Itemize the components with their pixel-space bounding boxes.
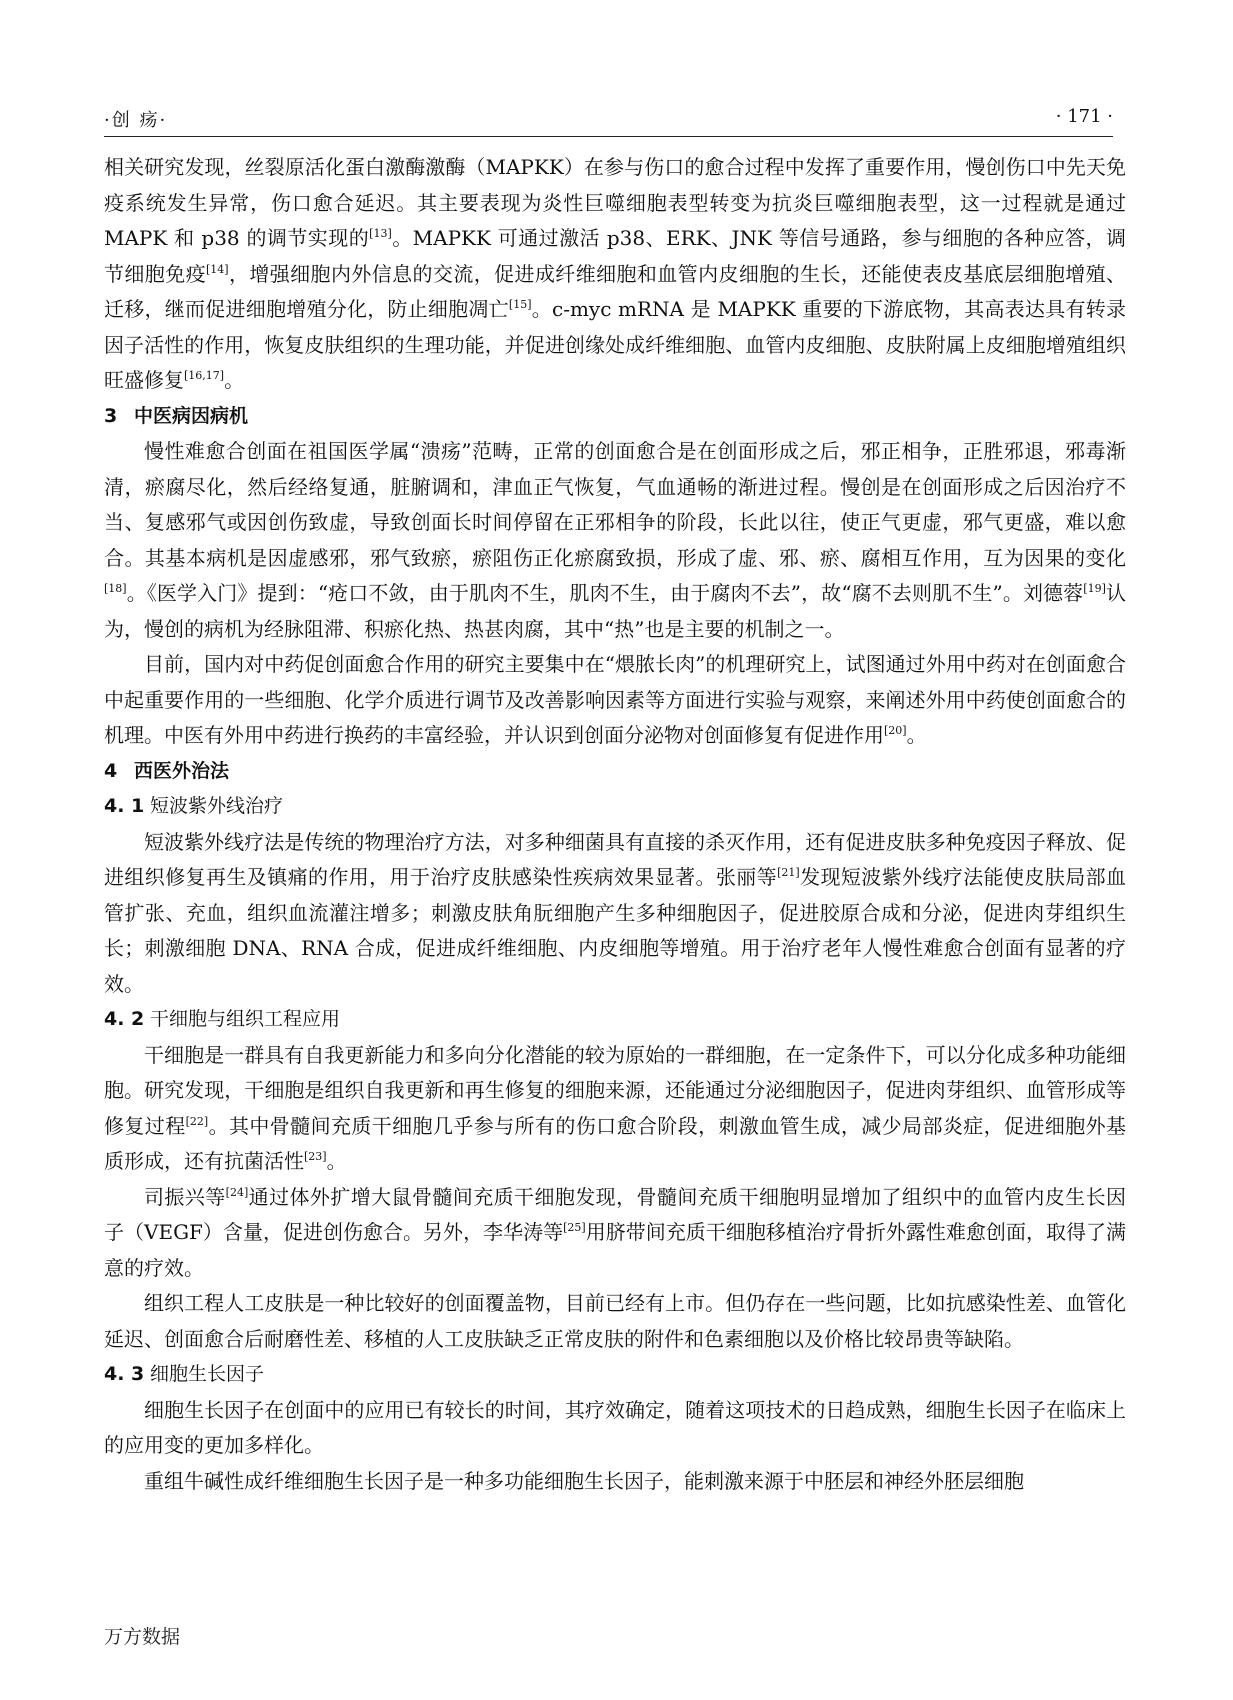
citation: [21] xyxy=(777,866,800,879)
paragraph: 干细胞是一群具有自我更新能力和多向分化潜能的较为原始的一群细胞，在一定条件下，可以分化成多种功能细胞。研究发现，干细胞是组织自我更新和再生修复的细胞来源，还能通过分泌细胞因子，促进肉芽组织、血管形成等修复过程[22]。其中骨髓间充质干细胞几乎参与所有的伤口愈合阶段，刺激血管生成，减少局部炎症，促进细胞外基质形成，还有抗菌活性[23]。 xyxy=(104,1042,1127,1173)
paragraph: 重组牛碱性成纤维细胞生长因子是一种多功能细胞生长因子，能刺激来源于中胚层和神经外胚层细胞 xyxy=(144,1468,1024,1493)
citation: [22] xyxy=(185,1114,209,1128)
citation: [20] xyxy=(884,724,907,737)
subsection-heading: 4. 2 干细胞与组织工程应用 xyxy=(104,1008,341,1030)
page-number: · 171 · xyxy=(1055,106,1113,127)
citation: [23] xyxy=(304,1150,327,1163)
paragraph: 慢性难愈合创面在祖国医学属“溃疡”范畴，正常的创面愈合是在创面形成之后，邪正相争，正胜邪退，邪毒渐清，瘀腐尽化，然后经络复通，脏腑调和，津血正气恢复，气血通畅的渐进过程。慢创是在创面形成之后因治疗不当、复感邪气或因创伤致虚，导致创面长时间停留在正邪相争的阶段，长此以往，使正气更虚，邪气更盛，难以愈合。其基本病机是因虚感邪，邪气致瘀，瘀阻伤正化瘀腐致损，形成了虚、邪、瘀、腐相互作用，互为因果的变化[18]。《医学入门》提到：“疮口不敛，由于肌肉不生，肌肉不生，由于腐肉不去”，故“腐不去则肌不生”。刘德蓉[19]认为，慢创的病机为经脉阻滞、积瘀化热、热甚肉腐，其中“热”也是主要的机制之一。 xyxy=(104,439,1127,641)
footer-watermark: 万方数据 xyxy=(104,1626,181,1648)
citation: [13] xyxy=(369,227,392,240)
paragraph: 组织工程人工皮肤是一种比较好的创面覆盖物，目前已经有上市。但仍存在一些问题，比如抗感染性差、血管化延迟、创面愈合后耐磨性差、移植的人工皮肤缺乏正常皮肤的附件和色素细胞以及价格比较昂贵等缺陷。 xyxy=(104,1291,1126,1351)
body-text xyxy=(104,150,1126,1499)
paragraph: 目前，国内对中药促创面愈合作用的研究主要集中在“煨脓长肉”的机理研究上，试图通过外用中药对在创面愈合中起重要作用的一些细胞、化学介质进行调节及改善影响因素等方面进行实验与观察，来阐述外用中药使创面愈合的机理。中医有外用中药进行换药的丰富经验，并认识到创面分泌物对创面修复有促进作用[20]。 xyxy=(104,652,1126,747)
paragraph: 相关研究发现，丝裂原活化蛋白激酶激酶（MAPKK）在参与伤口的愈合过程中发挥了重要作用，慢创伤口中先天免疫系统发生异常，伤口愈合延迟。其主要表现为炎性巨噬细胞表型转变为抗炎巨噬细胞表型，这一过程就是通过 MAPK 和 p38 的调节实现的[13]。MAPKK 可通过激活 p38、ERK、JNK 等信号通路，参与细胞的各种应答，调节细胞免疫[14]，增强细胞内外信息的交流，促进成纤维细胞和血管内皮细胞的生长，还能使表皮基底层细胞增殖、迁移，继而促进细胞增殖分化，防止细胞凋亡[15]。c-myc mRNA 是 MAPKK 重要的下游底物，其高表达具有转录因子活性的作用，恢复皮肤组织的生理功能，并促进创缘处成纤维细胞、血管内皮细胞、皮肤附属上皮细胞增殖组织旺盛修复[16,17]。 xyxy=(104,155,1127,392)
paragraph: 短波紫外线疗法是传统的物理治疗方法，对多种细菌具有直接的杀灭作用，还有促进皮肤多种免疫因子释放、促进组织修复再生及镇痛的作用，用于治疗皮肤感染性疾病效果显著。张丽等[21]发现短波紫外线疗法能使皮肤局部血管扩张、充血，组织血流灌注增多；刺激皮肤角朊细胞产生多种细胞因子，促进胶原合成和分泌，促进肉芽组织生长；刺激细胞 DNA、RNA 合成，促进成纤维细胞、内皮细胞等增殖。用于治疗老年人慢性难愈合创面有显著的疗效。 xyxy=(104,829,1127,996)
section-heading: 4 西医外治法 xyxy=(104,759,230,782)
citation: [14] xyxy=(205,262,229,276)
section-title: ·创 疡· xyxy=(104,110,168,131)
citation: [25] xyxy=(563,1221,586,1234)
section-heading: 3 中医病因病机 xyxy=(104,404,249,427)
paragraph: 司振兴等[24]通过体外扩增大鼠骨髓间充质干细胞发现，骨髓间充质干细胞明显增加了组织中的血管内皮生长因子（VEGF）含量，促进创伤愈合。另外，李华涛等[25]用脐带间充质干细胞移植治疗骨折外露性难愈创面，取得了满意的疗效。 xyxy=(104,1184,1127,1280)
citation: [18] xyxy=(104,582,127,595)
running-header xyxy=(104,106,1113,137)
citation: [24] xyxy=(225,1185,249,1199)
citation: [19] xyxy=(1083,582,1106,595)
citation: [16,17] xyxy=(184,369,225,382)
paragraph: 细胞生长因子在创面中的应用已有较长的时间，其疗效确定，随着这项技术的日趋成熟，细胞生长因子在临床上的应用变的更加多样化。 xyxy=(104,1397,1126,1457)
subsection-heading: 4. 1 短波紫外线治疗 xyxy=(104,795,284,817)
citation: [15] xyxy=(508,298,532,311)
subsection-heading: 4. 3 细胞生长因子 xyxy=(104,1363,265,1385)
